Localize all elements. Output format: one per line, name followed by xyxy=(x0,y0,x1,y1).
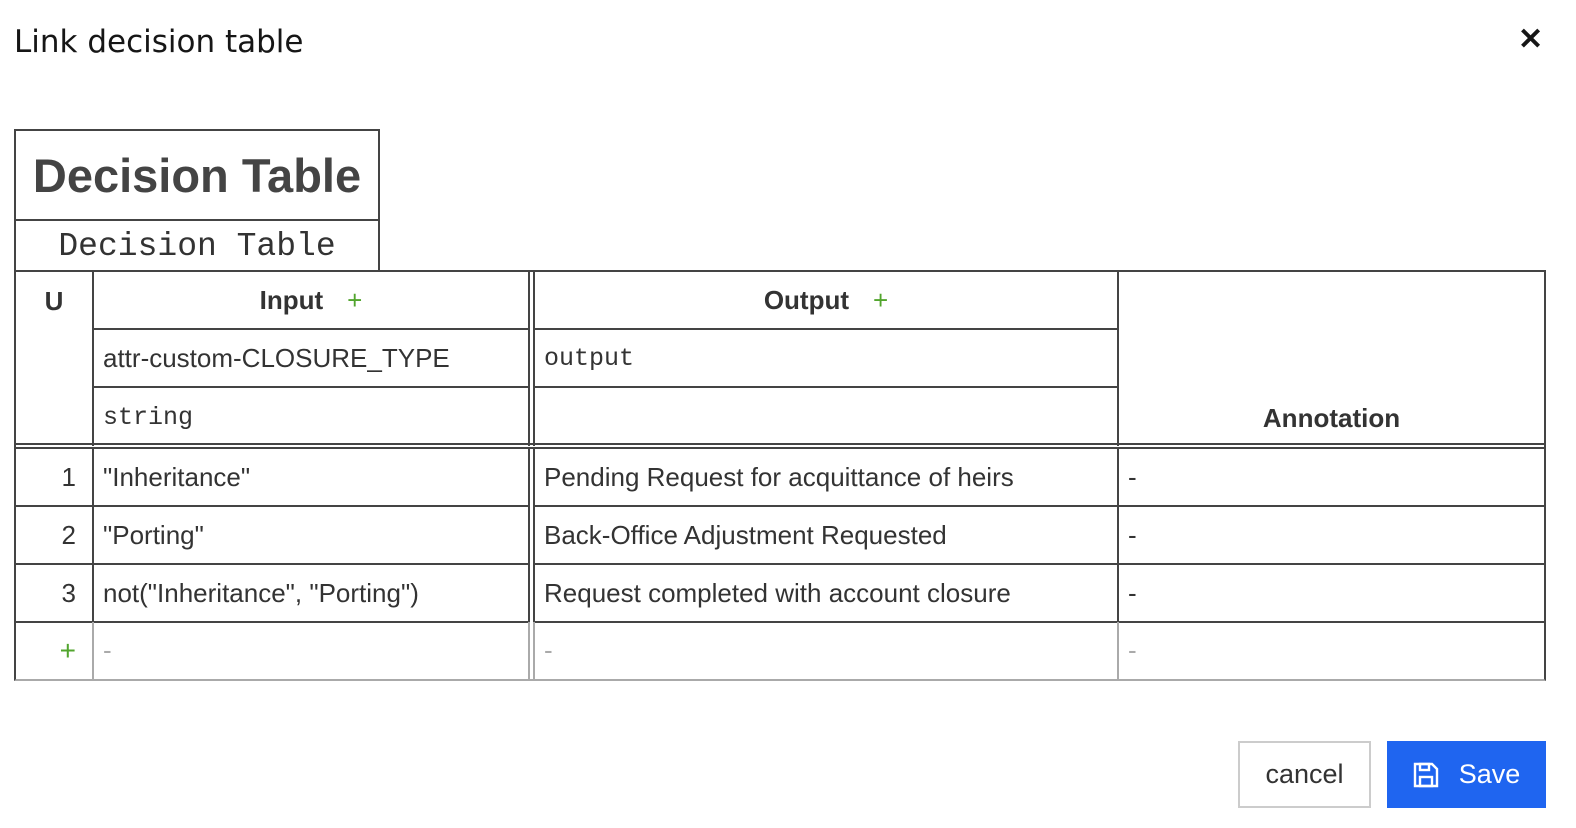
rule-annotation[interactable]: - xyxy=(1117,565,1544,623)
table-name[interactable]: Decision Table xyxy=(14,129,380,221)
close-icon[interactable]: ✕ xyxy=(1518,23,1544,56)
save-label: Save xyxy=(1458,759,1521,789)
output-type[interactable] xyxy=(533,388,1117,446)
rule-annotation[interactable]: - xyxy=(1117,507,1544,565)
new-row-output[interactable]: - xyxy=(533,622,1117,679)
input-header xyxy=(94,272,530,330)
save-button[interactable] xyxy=(1387,741,1546,808)
new-row-input[interactable]: - xyxy=(94,622,530,679)
rule-number: 1 xyxy=(16,449,94,507)
add-input-icon[interactable]: + xyxy=(347,284,363,315)
rule-input-entry[interactable]: not("Inheritance", "Porting") xyxy=(94,565,530,623)
add-output-icon[interactable]: + xyxy=(873,284,889,315)
dialog-title: Link decision table xyxy=(14,24,304,60)
output-header-label: Output xyxy=(763,284,849,315)
annotation-header: Annotation xyxy=(1117,272,1544,446)
input-expression[interactable]: attr-custom-CLOSURE_TYPE xyxy=(94,330,530,388)
rule-annotation[interactable]: - xyxy=(1117,449,1544,507)
rule-output-entry[interactable]: Back-Office Adjustment Requested xyxy=(533,507,1117,565)
output-header xyxy=(533,272,1117,330)
rule-output-entry[interactable]: Request completed with account closure xyxy=(533,565,1117,623)
rule-number: 3 xyxy=(16,565,94,623)
table-id[interactable]: Decision Table xyxy=(14,219,380,272)
input-type[interactable]: string xyxy=(94,388,530,446)
rule-input-entry[interactable]: "Inheritance" xyxy=(94,449,530,507)
rule-input-entry[interactable]: "Porting" xyxy=(94,507,530,565)
output-name[interactable]: output xyxy=(533,330,1117,388)
hit-policy[interactable]: U xyxy=(16,272,94,446)
save-icon xyxy=(1413,762,1439,788)
rule-output-entry[interactable]: Pending Request for acquittance of heirs xyxy=(533,449,1117,507)
cancel-button[interactable]: cancel xyxy=(1238,741,1371,808)
rule-number: 2 xyxy=(16,507,94,565)
add-rule-icon[interactable]: + xyxy=(16,622,94,679)
input-header-label: Input xyxy=(259,284,324,315)
new-row-annotation[interactable]: - xyxy=(1117,622,1544,679)
